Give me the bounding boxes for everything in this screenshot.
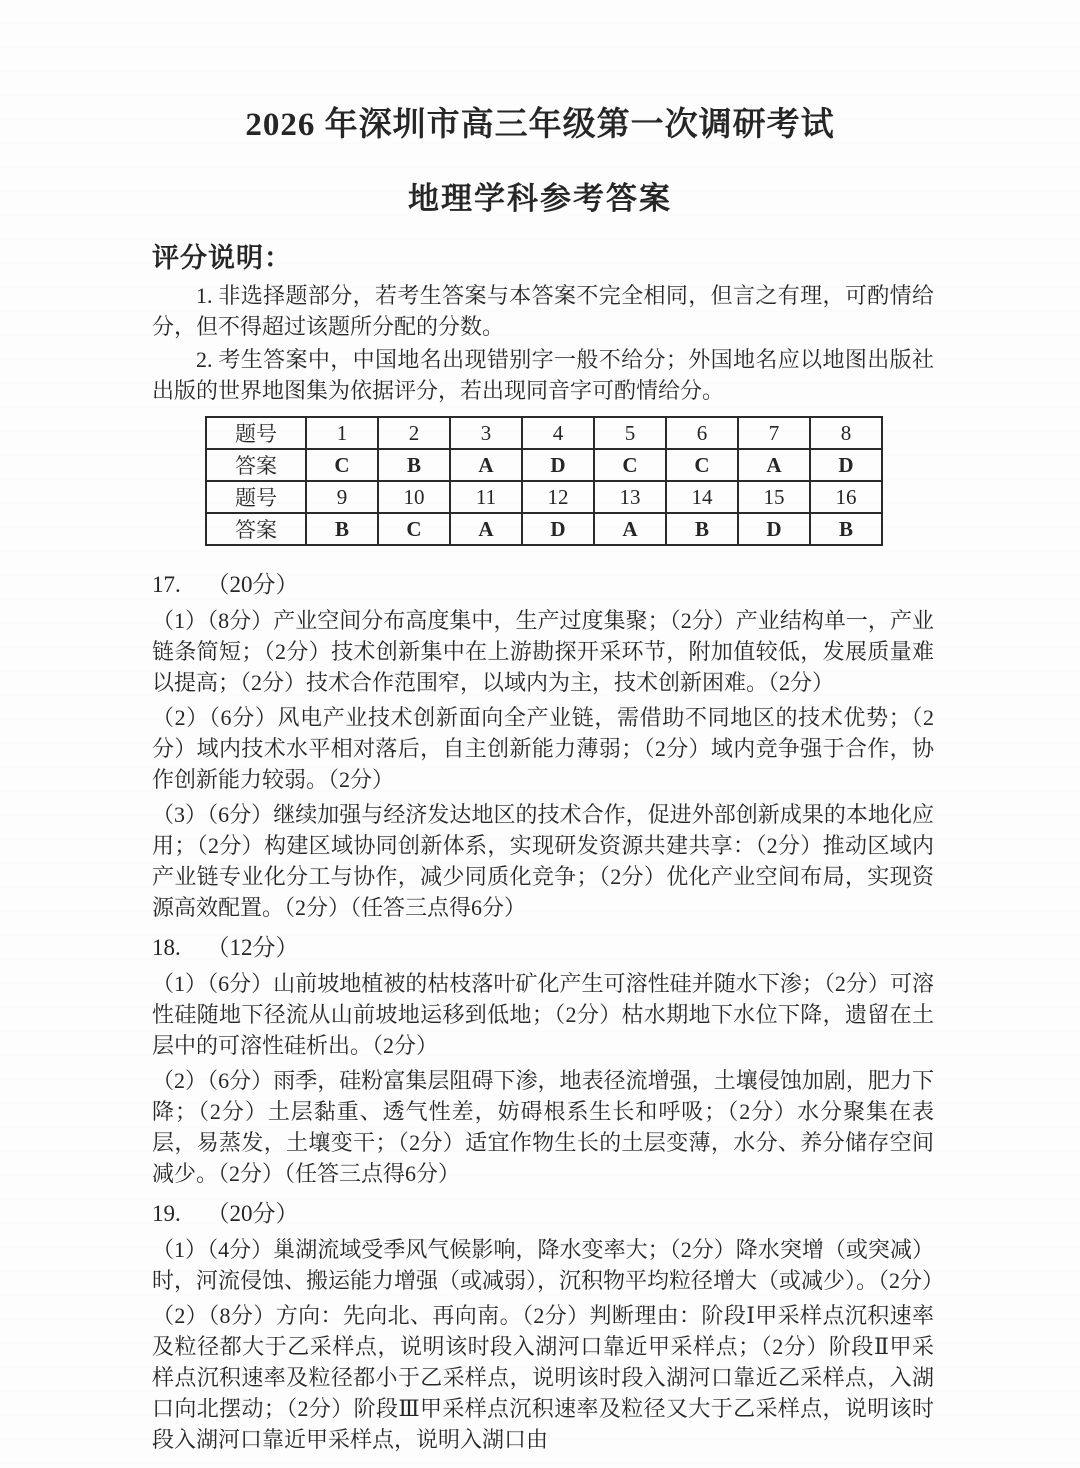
- question-score: （20分）: [206, 1201, 299, 1226]
- question-number-cell: 2: [378, 417, 450, 449]
- question-number: 17.: [152, 572, 181, 597]
- free-response-answers: [152, 568, 945, 1455]
- answer-cell: D: [522, 513, 594, 545]
- question-number-cell: 11: [450, 481, 522, 513]
- question-number-cell: 10: [378, 481, 450, 513]
- row-label: 题号: [206, 481, 306, 513]
- answer-cell: B: [666, 513, 738, 545]
- scoring-note-2: 2. 考生答案中，中国地名出现错别字一般不给分；外国地名应以地图出版社出版的世界地图集为依据评分，若出现同音字可酌情给分。: [152, 347, 934, 403]
- answer-cell: A: [738, 449, 810, 481]
- answer-cell: A: [594, 513, 666, 545]
- answer-cell: D: [810, 449, 882, 481]
- answer-paragraph: （2）（8分）方向：先向北、再向南。（2分）判断理由：阶段Ⅰ甲采样点沉积速率及粒径都大于乙采样点，说明该时段入湖河口靠近甲采样点；（2分）阶段Ⅱ甲采样点沉积速率及粒径都小于乙采样点，说明该时段入湖河口靠近乙采样点，入湖口向北摆动；（2分）阶段Ⅲ甲采样点沉积速率及粒径又大于乙采样点，说明该时段入湖河口靠近甲采样点，说明入湖口由: [152, 1303, 934, 1452]
- answer-paragraph: （3）（6分）继续加强与经济发达地区的技术合作，促进外部创新成果的本地化应用；（2分）构建区域协同创新体系，实现研发资源共建共享：（2分）推动区域内产业链专业化分工与协作，减少同质化竞争；（2分）优化产业空间布局，实现资源高效配置。（2分）（任答三点得6分）: [152, 802, 934, 920]
- table-row: [206, 481, 882, 513]
- question-number-cell: 4: [522, 417, 594, 449]
- answer-paragraph: （1）（6分）山前坡地植被的枯枝落叶矿化产生可溶性硅并随水下渗；（2分）可溶性硅随地下径流从山前坡地运移到低地；（2分）枯水期地下水位下降，遗留在土层中的可溶性硅析出。（2分）: [152, 971, 934, 1058]
- scoring-heading: 评分说明：: [152, 243, 292, 273]
- page-subtitle: 地理学科参考答案: [408, 181, 672, 216]
- question-number: 18.: [152, 935, 181, 960]
- answer-paragraph: （2）（6分）雨季，硅粉富集层阻碍下渗，地表径流增强，土壤侵蚀加剧，肥力下降；（2分）土层黏重、透气性差，妨碍根系生长和呼吸；（2分）水分聚集在表层，易蒸发，土壤变干；（2分）适宜作物生长的土层变薄，水分、养分储存空间减少。（2分）（任答三点得6分）: [152, 1068, 934, 1186]
- table-row: [206, 449, 882, 481]
- question-number-cell: 15: [738, 481, 810, 513]
- answer-cell: C: [306, 449, 378, 481]
- question-17-heading: [152, 568, 934, 602]
- answer-paragraph: （1）（4分）巢湖流域受季风气候影响，降水变率大；（2分）降水突增（或突减）时，河流侵蚀、搬运能力增强（或减弱），沉积物平均粒径增大（或减少）。（2分）: [152, 1237, 945, 1293]
- question-number-cell: 16: [810, 481, 882, 513]
- question-number-cell: 8: [810, 417, 882, 449]
- question-score: （20分）: [206, 572, 299, 597]
- answer-paragraph: （1）（8分）产业空间分布高度集中，生产过度集聚；（2分）产业结构单一，产业链条简短；（2分）技术创新集中在上游勘探开采环节，附加值较低，发展质量难以提高；（2分）技术合作范围窄，以域内为主，技术创新困难。（2分）: [152, 608, 934, 695]
- question-number-cell: 9: [306, 481, 378, 513]
- table-row: [206, 417, 882, 449]
- table-row: [206, 513, 882, 545]
- answer-cell: C: [666, 449, 738, 481]
- question-number-cell: 5: [594, 417, 666, 449]
- answer-cell: B: [810, 513, 882, 545]
- question-19-heading: [152, 1197, 934, 1231]
- answer-cell: D: [522, 449, 594, 481]
- answer-cell: B: [306, 513, 378, 545]
- answer-cell: C: [594, 449, 666, 481]
- question-number-cell: 6: [666, 417, 738, 449]
- row-label: 题号: [206, 417, 306, 449]
- scoring-note-1: 1. 非选择题部分，若考生答案与本答案不完全相同，但言之有理，可酌情给分，但不得超过该题所分配的分数。: [152, 283, 934, 339]
- question-number-cell: 1: [306, 417, 378, 449]
- answer-paragraph: （2）（6分）风电产业技术创新面向全产业链，需借助不同地区的技术优势；（2分）域内技术水平相对落后，自主创新能力薄弱；（2分）域内竞争强于合作，协作创新能力较弱。（2分）: [152, 705, 934, 792]
- document-content: [0, 242, 1080, 1455]
- question-score: （12分）: [206, 935, 299, 960]
- question-number: 19.: [152, 1201, 181, 1226]
- row-label: 答案: [206, 513, 306, 545]
- answer-key-table: [205, 416, 883, 546]
- question-18-heading: [152, 931, 934, 965]
- answer-cell: A: [450, 513, 522, 545]
- question-number-cell: 7: [738, 417, 810, 449]
- question-number-cell: 13: [594, 481, 666, 513]
- question-number-cell: 3: [450, 417, 522, 449]
- answer-cell: D: [738, 513, 810, 545]
- answer-cell: A: [450, 449, 522, 481]
- answer-cell: B: [378, 449, 450, 481]
- question-number-cell: 14: [666, 481, 738, 513]
- row-label: 答案: [206, 449, 306, 481]
- page-title: 2026 年深圳市高三年级第一次调研考试: [245, 107, 835, 143]
- question-number-cell: 12: [522, 481, 594, 513]
- answer-cell: C: [378, 513, 450, 545]
